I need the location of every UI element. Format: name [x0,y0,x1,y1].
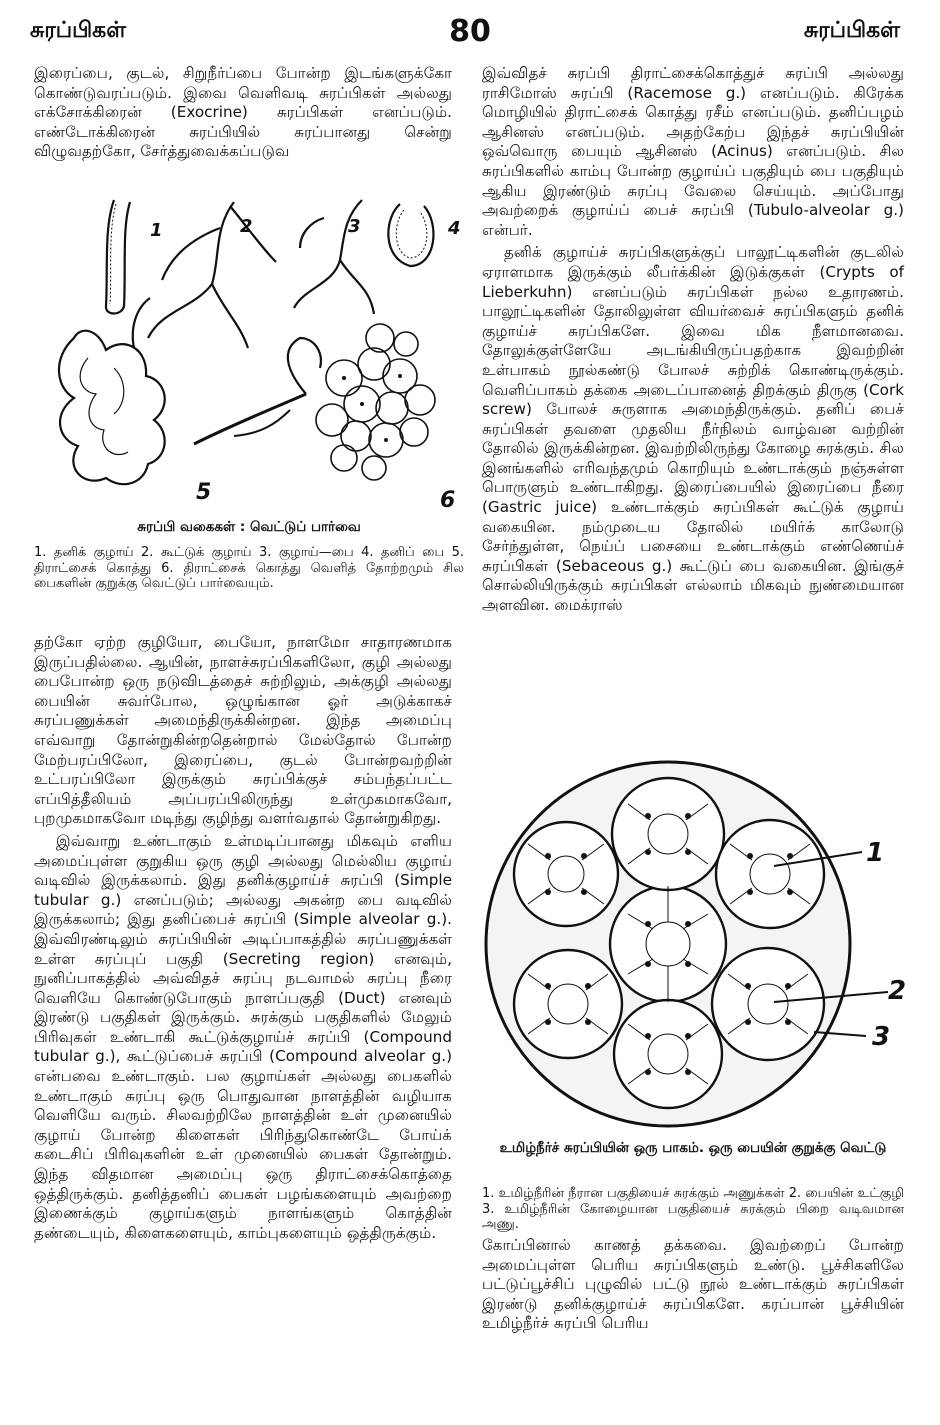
running-head-left: சுரப்பிகள் [30,18,127,43]
right-column-bottom-text [482,1236,904,1334]
figure-label: 2 [888,976,907,1006]
paragraph: இரைப்பை, குடல், சிறுநீர்ப்பை போன்ற இடங்களுக்கோ கொண்டுவரப்படும். இவை வெளிவடி சுரப்பிகள் அல்லது எக்சோக்கிரைன் (Exocrine) சுரப்பிகள் எனப்படும். எண்டோக்கிரைன் சுரப்பியில் சுரப்பானது சென்று விழுவதற்கோ, சேர்த்துவைக்கப்படுவ [34,64,452,161]
salivary-gland-section-illustration [478,754,908,1179]
figure-caption-text: 1. தனிக் குழாய் 2. கூட்டுக் குழாய் 3. குழாய்—பை 4. தனிப் பை 5. திராட்சைக் கொத்து 6. திராட்சைக் கொத்து வெளித் தோற்றமும் சில பைகளின் குறுக்கு வெட்டுப் பார்வையும். [34,545,464,591]
salivary-gland-drawing [478,754,908,1134]
figure-label: 1 [150,220,163,241]
figure-label: 5 [196,480,212,505]
gland-types-drawing [44,188,464,510]
paragraph: இவ்வாறு உண்டாகும் உள்மடிப்பானது மிகவும் எளிய அமைப்புள்ள குறுகிய ஒரு குழி அல்லது மெல்லிய குழாய் வடிவில் இருக்கலாம். இது தனிக்குழாய்ச் சுரப்பி (Simple tubular g.) எனப்படும்; அல்லது அகன்ற பை வடிவில் இருக்கலாம்; இது தனிப்பைச் சுரப்பி (Simple alveolar g.). இவ்விரண்டிலும் சுரப்பியின் அடிப்பாகத்தில் சுரப்பணுக்கள் உள்ள சுரப்புப் பகுதி (Secreting region) எனவும், நுனிப்பாகத்தில் அவ்விதச் சுரப்பு நடவாமல் சுரப்பு நீரை வெளியே கொண்டுபோகும் நாளப்பகுதி (Duct) எனவும் இரண்டு பகுதிகள் இருக்கும். சுரக்கும் பகுதிகளில் மேலும் பிரிவுகள் உண்டாகி கூட்டுக்குழாய்ச் சுரப்பி (Compound tubular g.), கூட்டுப்பைச் சுரப்பி (Compound alveolar g.) என்பவை உண்டாகும். பல குழாய்கள் அல்லது பைகளில் உண்டாகும் சுரப்பு ஒரு பொதுவான நாளத்தின் வழியாக வெளியே வரும். சிலவற்றிலே நாளத்தின் உள் முனையில் குழாய் போன்ற கிளைகள் பிரிந்துகொண்டே போய்க் கடைசிப் பிரிவுகளின் உள் முனையில் பைகள் தோன்றும். இந்த விதமான அமைப்பு ஒரு திராட்சைக்கொத்தை ஒத்திருக்கும். தனித்தனிப் பைகள் பழங்களையும் அவற்றை இணைக்கும் குழாய்களும் நாளங்களும் கொத்தின் தண்டையும், கிளைகளையும், காம்புகளையும் ஒத்திருக்கும். [34,831,452,1242]
paragraph: இவ்விதச் சுரப்பி திராட்சைக்கொத்துச் சுரப்பி அல்லது ராசிமோஸ் சுரப்பி (Racemose g.) எனப்படும். கிரேக்க மொழியில் திராட்சைக் கொத்து ரசீம் எனப்படும். தனிப்பழம் ஆசினஸ் எனப்படும். அதற்கேற்ப இந்தச் சுரப்பியின் ஒவ்வொரு பையும் ஆசினஸ் (Acinus) எனப்படும். சில சுரப்பிகளில் காம்பு போன்ற குழாய்ப் பகுதியும் பை பகுதியும் ஆகிய இரண்டும் சுரப்பு வேலை செய்யும். அப்போது அவற்றைக் குழாய்ப் பைச் சுரப்பி (Tubulo-alveolar g.) என்பர். [482,64,904,239]
paragraph: கோப்பினால் காணத் தக்கவை. இவற்றைப் போன்ற அமைப்புள்ள பெரிய சுரப்பிகளும் உண்டு. பூச்சிகளிலே பட்டுப்பூச்சிப் புழுவில் பட்டு நூல் உண்டாக்கும் சுரப்பிகள் இரண்டு தனிக்குழாய்ச் சுரப்பிகளே. கரப்பான் பூச்சியின் உமிழ்நீர்ச் சுரப்பி பெரிய [482,1236,904,1333]
figure-caption-text: 1. உமிழ்நீரின் நீரான பகுதியைச் சுரக்கும் அணுக்கள் 2. பையின் உட்குழி 3. உமிழ்நீரின் கோழையான பகுதியைச் சுரக்கும் பிறை வடிவமான அணு. [482,1186,904,1232]
right-column-top-text [482,64,904,616]
paragraph: தற்கோ ஏற்ற குழியோ, பையோ, நாளமோ சாதாரணமாக இருப்பதில்லை. ஆயின், நாளச்சுரப்பிகளிலோ, குழி அல்லது பைபோன்ற ஒரு நடுவிடத்தைச் சுற்றிலும், அக்குழி அல்லது பையின் சுவர்போல, ஒழுங்கான ஓர் அடுக்காகச் சுரப்பணுக்கள் அமைந்திருக்கின்றன. இந்த அமைப்பு எவ்வாறு தோன்றுகின்றதென்றால் மேல்தோல் போன்ற மேற்பரப்பிலோ, இரைப்பை, குடல் போன்றவற்றின் உட்பரப்பிலோ இருக்கும் சுரப்பிக்குச் சம்பந்தப்பட்ட எப்பித்தீலியம் அப்பரப்பிலிருந்து உள்முகமாகவோ, புறமுகமாகவோ மடிந்து குழிந்து வளர்வதால் தோன்றுகிறது. [34,633,452,828]
figure-label: 3 [348,216,361,237]
page-number: 80 [449,14,491,49]
figure-label: 2 [240,216,253,237]
left-column-top-text [34,64,452,162]
figure-caption-title: உமிழ்நீர்ச் சுரப்பியின் ஒரு பாகம். ஒரு பையின் குறுக்கு வெட்டு [499,1140,887,1156]
left-column-bottom-text [34,633,452,1243]
figure-label: 3 [872,1022,891,1052]
figure-label: 6 [440,488,456,513]
figure-caption-title: சுரப்பி வகைகள் : வெட்டுப் பார்வை [137,519,361,535]
running-head-right: சுரப்பிகள் [803,18,900,43]
paragraph: தனிக் குழாய்ச் சுரப்பிகளுக்குப் பாலூட்டிகளின் குடலில் ஏராளமாக இருக்கும் லீபர்க்கின் இடுக்குகள் (Crypts of Lieberkuhn) எனப்படும் சுரப்பிகள் நல்ல உதாரணம். பாலூட்டிகளின் தோலிலுள்ள வியர்வைச் சுரப்பிகளும் தனிக் குழாய்ச் சுரப்பிகளே. இவை மிக நீளமானவை. தோலுக்குள்ளேயே அடங்கியிருப்பதற்காக இவற்றின் உள்பாகம் நூல்கண்டு போலச் சுற்றிக் கொண்டிருக்கும். வெளிப்பாகம் தக்கை அடைப்பானைத் திறக்கும் திருகு (Cork screw) போலச் சுருளாக அமைந்திருக்கும். தனிப் பைச் சுரப்பிகள் தவளை முதலிய நீர்நிலம் வாழ்வன வற்றின் தோலில் இருக்கின்றன. இவற்றிலிருந்து கோழை சுரக்கும். சில இனங்களில் எரிவந்தமும் கொறியும் உண்டாக்கும் நஞ்சுள்ள பொருளும் உண்டாகிறது. இரைப்பையில் இரைப்பை நீரை (Gastric juice) உண்டாக்கும் சுரப்பிகள் கூட்டுக் குழாய் வகையின. நம்முடைய தோலில் மயிர்க் காலோடு சேர்ந்துள்ள, நெய்ப் பசையை உண்டாக்கும் எண்ணெய்ச் சுரப்பிகள் (Sebaceous g.) கூட்டுப் பை வகையின. இங்குச் சொல்லியிருக்கும் சுரப்பிகள் எல்லாம் மிகவும் நுண்மையான அளவின. மைக்ராஸ் [482,243,904,615]
gland-types-illustration [44,188,464,513]
figure-label: 4 [448,218,461,239]
figure-label: 1 [866,838,885,868]
